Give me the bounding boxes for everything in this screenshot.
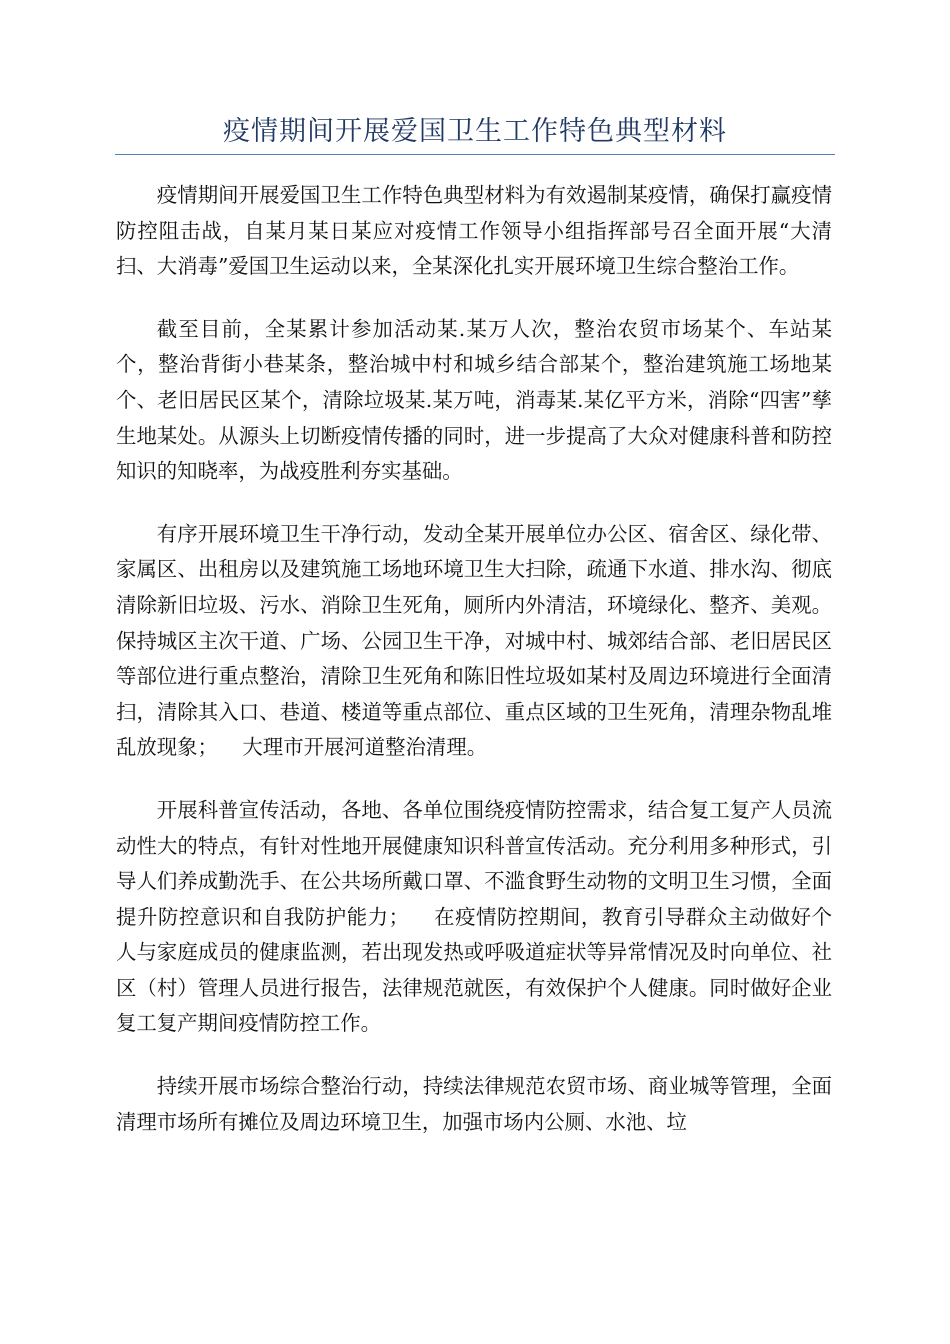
paragraph-1-text: 疫情期间开展爱国卫生工作特色典型材料为有效遏制某疫情，确保打赢疫情防控阻击战，自某月某日某应对疫情工作领导小组指挥部号召全面开展“大清扫、大消毒”爱国卫生运动以来，全某深化扎实开展环境卫生综合整治工作。 bbox=[116, 183, 832, 279]
paragraph-2 bbox=[116, 312, 832, 490]
paragraph-5 bbox=[116, 1069, 832, 1140]
paragraph-3 bbox=[116, 517, 832, 766]
document-body bbox=[116, 178, 832, 1167]
paragraph-3-text: 有序开展环境卫生干净行动，发动全某开展单位办公区、宿舍区、绿化带、家属区、出租房以及建筑施工场地环境卫生大扫除，疏通下水道、排水沟、彻底清除新旧垃圾、污水、消除卫生死角，厕所内外清洁，环境绿化、整齐、美观。保持城区主次干道、广场、公园卫生干净，对城中村、城郊结合部、老旧居民区等部位进行重点整治，清除卫生死角和陈旧性垃圾如某村及周边环境进行全面清扫，清除其入口、巷道、楼道等重点部位、重点区域的卫生死角，清理杂物乱堆乱放现象； bbox=[116, 521, 832, 760]
paragraph-3-tail: 大理市开展河道整治清理。 bbox=[242, 735, 488, 760]
paragraph-5-text: 持续开展市场综合整治行动，持续法律规范农贸市场、商业城等管理，全面清理市场所有摊位及周边环境卫生，加强市场内公厕、水池、垃 bbox=[116, 1074, 832, 1134]
paragraph-1 bbox=[116, 178, 832, 285]
paragraph-2-text: 截至目前，全某累计参加活动某.某万人次，整治农贸市场某个、车站某个，整治背街小巷某条，整治城中村和城乡结合部某个，整治建筑施工场地某个、老旧居民区某个，清除垃圾某.某万吨，消毒某.某亿平方米，消除“四害”孳生地某处。从源头上切断疫情传播的同时，进一步提高了大众对健康科普和防控知识的知晓率，为战疫胜利夯实基础。 bbox=[116, 316, 832, 484]
paragraph-4-text: 开展科普宣传活动，各地、各单位围绕疫情防控需求，结合复工复产人员流动性大的特点，有针对性地开展健康知识科普宣传活动。充分利用多种形式，引导人们养成勤洗手、在公共场所戴口罩、不滥食野生动物的文明卫生习惯，全面提升防控意识和自我防护能力； bbox=[116, 797, 832, 929]
paragraph-4-tail: 在疫情防控期间，教育引导群众主动做好个人与家庭成员的健康监测，若出现发热或呼吸道症状等异常情况及时向单位、社区（村）管理人员进行报告，法律规范就医，有效保护个人健康。同时做好企业复工复产期间疫情防控工作。 bbox=[116, 904, 833, 1036]
document-title: 疫情期间开展爱国卫生工作特色典型材料 bbox=[223, 116, 727, 147]
paragraph-4 bbox=[116, 793, 832, 1042]
title-underline bbox=[115, 154, 835, 155]
